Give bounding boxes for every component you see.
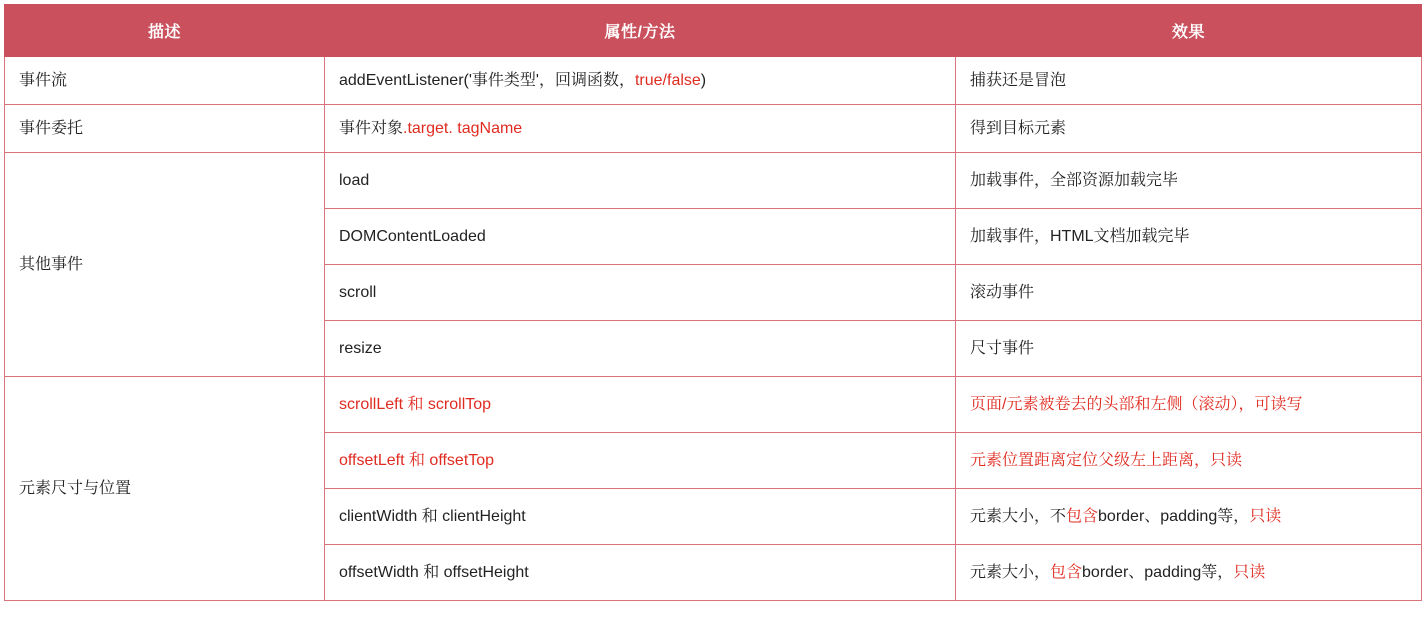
- row-effect: 加载事件，HTML文档加载完毕: [956, 209, 1422, 265]
- effect-part-c: border、padding等，: [1098, 507, 1250, 525]
- row-property: DOMContentLoaded: [325, 209, 956, 265]
- table-row: [5, 153, 1422, 209]
- row-property: clientWidth 和 clientHeight: [325, 489, 956, 545]
- property-text-highlight: true/false: [634, 71, 701, 89]
- row-description: 事件委托: [5, 105, 325, 153]
- effect-part-d: 只读: [1249, 507, 1282, 525]
- row-property: [325, 105, 956, 153]
- row-effect: 元素位置距离定位父级左上距离，只读: [956, 433, 1422, 489]
- row-description-element-size-position: 元素尺寸与位置: [5, 377, 325, 601]
- row-effect: 加载事件，全部资源加载完毕: [956, 153, 1422, 209]
- property-text-tail: ): [700, 71, 707, 89]
- effect-part-a: 元素大小，: [970, 563, 1051, 581]
- row-effect: [956, 545, 1422, 601]
- property-text: 事件对象: [339, 119, 404, 137]
- table-row: [5, 57, 1422, 105]
- row-effect: 滚动事件: [956, 265, 1422, 321]
- row-effect: 捕获还是冒泡: [956, 57, 1422, 105]
- table-body: [5, 57, 1422, 601]
- property-text: addEventListener('事件类型'，回调函数，: [339, 71, 635, 89]
- header-description: 描述: [5, 5, 325, 57]
- row-property: offsetLeft 和 offsetTop: [325, 433, 956, 489]
- effect-part-d: 只读: [1233, 563, 1266, 581]
- row-effect: 得到目标元素: [956, 105, 1422, 153]
- row-effect: [956, 489, 1422, 545]
- effect-part-b: 包含: [1050, 563, 1083, 581]
- table-header: [5, 5, 1422, 57]
- effect-part-a: 元素大小，不: [970, 507, 1067, 525]
- header-property-method: 属性/方法: [325, 5, 956, 57]
- header-effect: 效果: [956, 5, 1422, 57]
- property-text-highlight: .target. tagName: [403, 119, 523, 137]
- row-property: [325, 57, 956, 105]
- dom-events-table: [4, 4, 1422, 601]
- effect-part-c: border、padding等，: [1082, 563, 1234, 581]
- row-property: offsetWidth 和 offsetHeight: [325, 545, 956, 601]
- table-header-row: [5, 5, 1422, 57]
- row-effect: 页面/元素被卷去的头部和左侧（滚动），可读写: [956, 377, 1422, 433]
- row-property: scrollLeft 和 scrollTop: [325, 377, 956, 433]
- row-property: load: [325, 153, 956, 209]
- table-row: [5, 377, 1422, 433]
- row-description-other-events: 其他事件: [5, 153, 325, 377]
- row-property: resize: [325, 321, 956, 377]
- effect-part-b: 包含: [1066, 507, 1099, 525]
- row-property: scroll: [325, 265, 956, 321]
- row-effect: 尺寸事件: [956, 321, 1422, 377]
- table-row: [5, 105, 1422, 153]
- row-description: 事件流: [5, 57, 325, 105]
